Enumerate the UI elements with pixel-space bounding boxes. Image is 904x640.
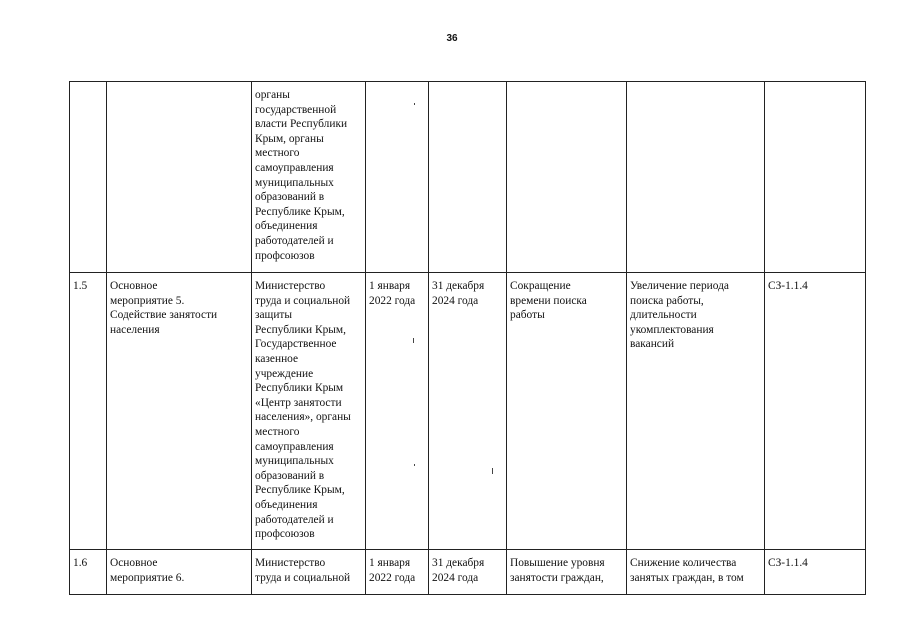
start-date: 1 января 2022 года <box>369 280 416 307</box>
scan-speck <box>414 103 415 105</box>
event-name-cell <box>107 550 252 595</box>
consequences-cell <box>627 550 765 595</box>
executors-cell <box>252 550 366 595</box>
table-row <box>70 273 866 550</box>
table-row <box>70 82 866 273</box>
indicator-code: СЗ-1.1.4 <box>768 280 808 292</box>
consequences-cell <box>627 82 765 273</box>
page-number: 36 <box>446 33 458 44</box>
event-name-cell <box>107 273 252 550</box>
scan-speck <box>492 468 493 474</box>
program-events-table <box>69 81 866 595</box>
consequences-text: Увеличение периода поиска работы, длительности укомплектования вакансий <box>630 280 729 351</box>
consequences-cell <box>627 273 765 550</box>
expected-result: Сокращение времени поиска работы <box>510 280 587 322</box>
end-date-cell <box>429 550 507 595</box>
indicator-cell <box>765 273 866 550</box>
executors-text: органы государственной власти Республики Крым, органы местного самоуправления муниципальных образований в Республике Крым, объединения работодателей и профсоюзов <box>255 89 348 262</box>
end-date: 31 декабря 2024 года <box>432 280 485 307</box>
start-date: 1 января 2022 года <box>369 557 416 584</box>
start-date-cell <box>366 273 429 550</box>
row-number: 1.6 <box>73 557 88 569</box>
indicator-code: СЗ-1.1.4 <box>768 557 808 569</box>
indicator-cell <box>765 550 866 595</box>
scan-speck <box>413 338 414 343</box>
end-date-cell <box>429 82 507 273</box>
event-name: Основное мероприятие 5. Содействие занятости населения <box>110 280 218 336</box>
consequences-text: Снижение количества занятых граждан, в том <box>630 557 744 584</box>
row-number-cell <box>70 550 107 595</box>
start-date-cell <box>366 82 429 273</box>
executors-text: Министерство труда и социальной защиты Республики Крым, Государственное казенное учреждение Республики Крым «Центр занятости населения», органы местного самоуправления муниципальных образований в Республике Крым, объединения работодателей и профсоюзов <box>255 280 351 541</box>
expected-result: Повышение уровня занятости граждан, <box>510 557 605 584</box>
end-date-cell <box>429 273 507 550</box>
executors-cell <box>252 82 366 273</box>
expected-result-cell <box>507 550 627 595</box>
executors-cell <box>252 273 366 550</box>
table-row <box>70 550 866 595</box>
scan-speck <box>414 464 415 466</box>
row-number-cell <box>70 82 107 273</box>
expected-result-cell <box>507 273 627 550</box>
event-name-cell <box>107 82 252 273</box>
event-name: Основное мероприятие 6. <box>110 557 185 584</box>
row-number-cell <box>70 273 107 550</box>
expected-result-cell <box>507 82 627 273</box>
end-date: 31 декабря 2024 года <box>432 557 485 584</box>
start-date-cell <box>366 550 429 595</box>
row-number: 1.5 <box>73 280 88 292</box>
indicator-cell <box>765 82 866 273</box>
executors-text: Министерство труда и социальной <box>255 557 351 584</box>
